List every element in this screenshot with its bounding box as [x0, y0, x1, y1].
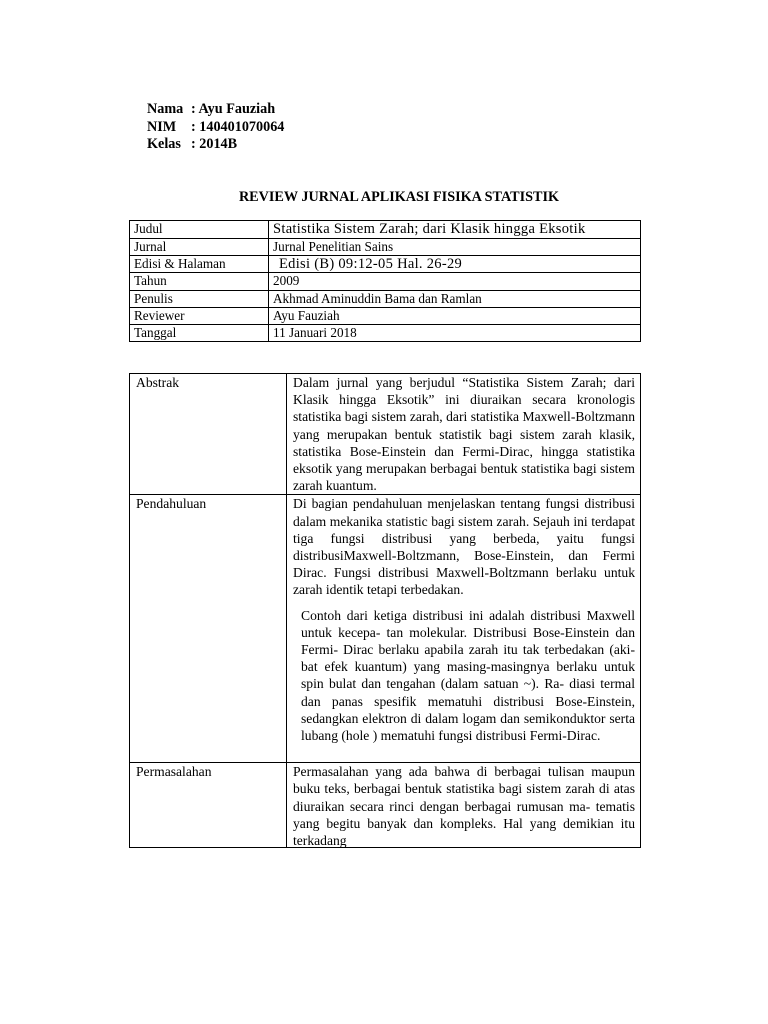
student-identity: [147, 101, 284, 154]
identity-label: Kelas: [147, 136, 181, 152]
review-row-abstrak: [130, 374, 641, 495]
meta-row-tanggal: [130, 325, 641, 342]
identity-label: NIM: [147, 118, 177, 135]
meta-value: Akhmad Aminuddin Bama dan Ramlan: [269, 290, 641, 307]
section-text: [287, 763, 641, 848]
identity-nim-row: [147, 119, 284, 137]
meta-row-edisi: [130, 256, 641, 273]
document-title: REVIEW JURNAL APLIKASI FISIKA STATISTIK: [238, 189, 560, 205]
meta-key: Jurnal: [130, 239, 269, 256]
section-text: [287, 495, 641, 763]
meta-row-tahun: [130, 273, 641, 290]
meta-key: Edisi & Halaman: [130, 256, 269, 273]
meta-value: Statistika Sistem Zarah; dari Klasik hingga Eksotik: [269, 221, 641, 239]
identity-value: : 2014B: [191, 136, 238, 152]
meta-key: Judul: [130, 221, 269, 239]
meta-value: Jurnal Penelitian Sains: [269, 239, 641, 256]
meta-key: Tanggal: [130, 325, 269, 342]
meta-key: Reviewer: [130, 307, 269, 324]
meta-key: Tahun: [130, 273, 269, 290]
meta-row-jurnal: [130, 239, 641, 256]
intro-paragraph-1: Di bagian pendahuluan menjelaskan tentang fungsi distribusi dalam mekanika statistic bagi sistem zarah. Sejauh ini terdapat tiga fungsi distribusi yang berbeda, yaitu fungsi distribusiMaxwell-Boltzmann, Bose-Einstein, dan Fermi Dirac. Fungsi distribusi Maxwell-Boltzmann berlaku untuk zarah identik tetapi terbedakan.: [293, 496, 635, 598]
meta-key: Penulis: [130, 290, 269, 307]
identity-name-row: [147, 101, 284, 119]
abstract-paragraph: Dalam jurnal yang berjudul “Statistika Sistem Zarah; dari Klasik hingga Eksotik” ini diuraikan secara kronologis statistika bagi sistem zarah, dari statistika Maxwell-Boltzmann yang merupakan bentuk statistik bagi sistem zarah klasik, statistika Bose-Einstein dan Fermi-Dirac, hingga statistika eksotik yang merupakan berbagai bentuk statistika bagi sistem zarah kuantum.: [293, 375, 635, 494]
identity-label: Nama: [147, 101, 184, 117]
identity-value: : 140401070064: [191, 118, 285, 135]
intro-paragraph-2: Contoh dari ketiga distribusi ini adalah distribusi Maxwell untuk kecepa- tan molekular. Distribusi Bose-Einstein dan Fermi- Dirac berlaku apabila zarah itu tak terbedakan (aki- bat efek kuantum) yang masing-masingnya berlaku untuk spin bulat dan tengahan (dalam satuan ~). Ra- diasi termal dan panas spesifik mematuhi distribusi Bose-Einstein, sedangkan elektron di dalam logam dan semikonduktor serta lubang (hole ) mematuhi fungsi distribusi Fermi-Dirac.: [301, 607, 635, 744]
meta-row-reviewer: [130, 307, 641, 324]
meta-value: Edisi (B) 09:12-05 Hal. 26-29: [269, 256, 641, 273]
meta-value: 11 Januari 2018: [269, 325, 641, 342]
meta-value: Ayu Fauziah: [269, 307, 641, 324]
identity-class-row: [147, 136, 284, 154]
review-row-pendahuluan: [130, 495, 641, 763]
section-label: Abstrak: [130, 374, 287, 495]
meta-row-judul: [130, 221, 641, 239]
journal-metadata-table: [129, 220, 641, 342]
review-content-table: [129, 373, 641, 848]
section-text: [287, 374, 641, 495]
problem-paragraph: Permasalahan yang ada bahwa di berbagai tulisan maupun buku teks, berbagai bentuk statistika bagi sistem zarah di atas diuraikan secara rinci dengan berbagai rumusan ma- tematis yang begitu banyak dan kompleks. Hal yang demikian itu terkadang: [293, 764, 635, 848]
review-row-permasalahan: [130, 763, 641, 848]
meta-value: 2009: [269, 273, 641, 290]
meta-row-penulis: [130, 290, 641, 307]
section-label: Pendahuluan: [130, 495, 287, 763]
identity-value: : Ayu Fauziah: [191, 101, 276, 117]
section-label: Permasalahan: [130, 763, 287, 848]
